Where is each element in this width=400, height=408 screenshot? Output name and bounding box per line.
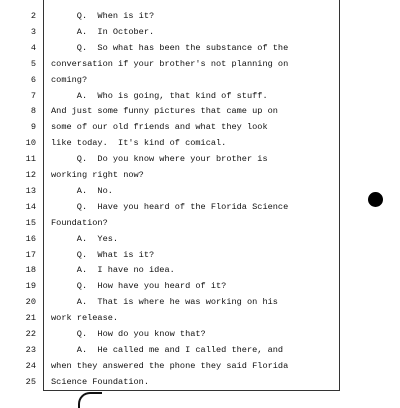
- transcript-line: [0, 326, 340, 342]
- line-number: 8: [30, 106, 36, 117]
- line-number: 7: [30, 90, 36, 101]
- line-text: Q. How do you know that?: [51, 329, 206, 339]
- line-number: 21: [25, 313, 36, 324]
- line-text: some of our old friends and what they look: [51, 122, 268, 133]
- transcript-line: [0, 151, 340, 167]
- line-text: Q. Do you know where your brother is: [51, 154, 268, 165]
- transcript-line: [0, 310, 340, 326]
- transcript-line: [0, 24, 340, 40]
- bottom-margin-rule: [43, 390, 340, 391]
- transcript-line: [0, 183, 340, 199]
- line-text: conversation if your brother's not planning on: [51, 58, 289, 69]
- line-number: 5: [30, 58, 36, 69]
- line-text: Science Foundation.: [51, 376, 149, 387]
- line-number: 3: [30, 26, 36, 37]
- transcript-line: [0, 342, 340, 358]
- bottom-curve-mark: [78, 392, 102, 408]
- line-text: Q. What is it?: [51, 249, 155, 260]
- line-number: 18: [25, 265, 36, 276]
- line-number: 19: [25, 281, 36, 292]
- line-number: 9: [30, 122, 36, 133]
- line-text: working right now?: [51, 170, 144, 180]
- line-text: A. I have no idea.: [51, 265, 175, 276]
- line-number: 2: [30, 11, 36, 21]
- line-text: coming?: [51, 74, 88, 85]
- line-text: Q. How have you heard of it?: [51, 281, 227, 292]
- transcript-line: [0, 374, 340, 390]
- line-text: A. Yes.: [51, 233, 119, 244]
- transcript-line: [0, 135, 340, 151]
- transcript-line: [0, 278, 340, 294]
- line-number: 14: [25, 201, 36, 212]
- line-text: A. In October.: [51, 26, 155, 37]
- line-number: 12: [25, 170, 36, 180]
- line-number: 4: [30, 42, 36, 53]
- transcript-line: [0, 72, 340, 88]
- line-text: A. Who is going, that kind of stuff.: [51, 90, 268, 101]
- line-text: A. He called me and I called there, and: [51, 344, 284, 355]
- line-text: Foundation?: [51, 217, 108, 228]
- transcript-line: [0, 119, 340, 135]
- line-number: 13: [25, 185, 36, 196]
- transcript-line: [0, 358, 340, 374]
- line-text: Q. When is it?: [51, 11, 155, 21]
- line-number: 10: [25, 138, 36, 149]
- transcript-line: [0, 40, 340, 56]
- line-number: 20: [25, 297, 36, 308]
- line-text: like today. It's kind of comical.: [51, 138, 227, 149]
- transcript-line: [0, 199, 340, 215]
- line-number: 16: [25, 233, 36, 244]
- line-number: 11: [25, 154, 36, 165]
- punch-hole-mark: [368, 192, 383, 207]
- line-text: when they answered the phone they said Florida: [51, 360, 289, 371]
- line-number: 15: [25, 217, 36, 228]
- transcript-line: [0, 167, 340, 183]
- transcript-line: [0, 262, 340, 278]
- transcript-line: [0, 8, 340, 24]
- line-text: Q. So what has been the substance of the: [51, 42, 289, 53]
- line-number: 6: [30, 74, 36, 85]
- line-number: 17: [25, 249, 36, 260]
- transcript-line: [0, 247, 340, 263]
- line-number: 24: [25, 360, 36, 371]
- line-text: A. That is where he was working on his: [51, 297, 278, 308]
- transcript-line: [0, 294, 340, 310]
- line-number: 23: [25, 344, 36, 355]
- transcript-line: [0, 56, 340, 72]
- transcript-line: [0, 88, 340, 104]
- line-text: And just some funny pictures that came up on: [51, 106, 278, 117]
- transcript-line: [0, 231, 340, 247]
- transcript-line: [0, 103, 340, 119]
- transcript-line: [0, 215, 340, 231]
- line-number: 25: [25, 376, 36, 387]
- line-text: work release.: [51, 313, 119, 324]
- line-text: A. No.: [51, 185, 113, 196]
- line-text: Q. Have you heard of the Florida Science: [51, 201, 289, 212]
- line-number: 22: [25, 329, 36, 339]
